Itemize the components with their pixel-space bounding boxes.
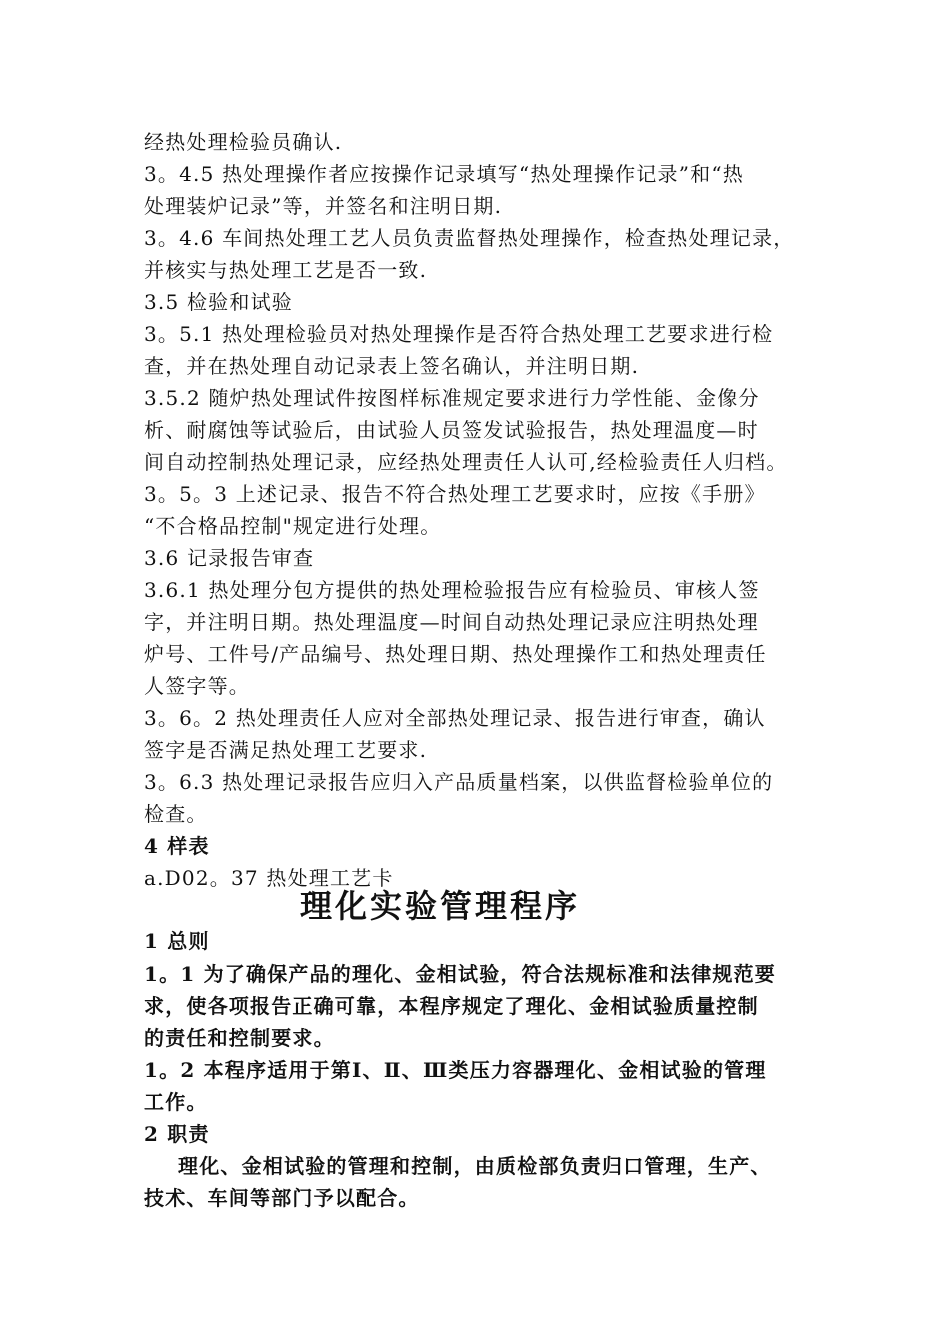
paragraph-line: 3.5.2 随炉热处理试件按图样标准规定要求进行力学性能、金像分 [144, 386, 760, 410]
paragraph-line: 3。6。2 热处理责任人应对全部热处理记录、报告进行审查，确认 [144, 706, 766, 730]
paragraph-line: 3.6.1 热处理分包方提供的热处理检验报告应有检验员、审核人签 [144, 578, 760, 602]
paragraph-line: 字，并注明日期。热处理温度—时间自动热处理记录应注明热处理 [144, 610, 759, 634]
paragraph-line: 经热处理检验员确认. [144, 130, 343, 154]
paragraph-line: 1。1 为了确保产品的理化、金相试验，符合法规标准和法律规范要 [144, 962, 776, 986]
section-heading-4: 4 样表 [144, 834, 210, 858]
paragraph-line: 间自动控制热处理记录，应经热处理责任人认可,经检验责任人归档。 [144, 450, 788, 474]
sample-form-line: a.D02。37 热处理工艺卡 [144, 866, 394, 890]
document-title: 理化实验管理程序 [299, 887, 580, 925]
paragraph-line: 3。4.5 热处理操作者应按操作记录填写“热处理操作记录”和“热 [144, 162, 744, 186]
paragraph-line: 理化、金相试验的管理和控制，由质检部负责归口管理，生产、 [178, 1154, 772, 1178]
paragraph-line: “不合格品控制"规定进行处理。 [144, 514, 442, 538]
paragraph-line: 的责任和控制要求。 [144, 1026, 335, 1050]
paragraph-line: 3。5.1 热处理检验员对热处理操作是否符合热处理工艺要求进行检 [144, 322, 774, 346]
section-heading-3-5: 3.5 检验和试验 [144, 290, 293, 314]
paragraph-line: 工作。 [144, 1090, 208, 1114]
paragraph-line: 并核实与热处理工艺是否一致. [144, 258, 428, 282]
paragraph-line: 人签字等。 [144, 674, 250, 698]
paragraph-line: 析、耐腐蚀等试验后，由试验人员签发试验报告，热处理温度—时 [144, 418, 759, 442]
section-heading-2: 2 职责 [144, 1122, 210, 1146]
section-heading-1: 1 总则 [144, 929, 210, 953]
paragraph-line: 技术、车间等部门予以配合。 [144, 1186, 420, 1210]
paragraph-line: 处理装炉记录”等，并签名和注明日期. [144, 194, 503, 218]
paragraph-line: 检查。 [144, 802, 208, 826]
paragraph-line: 炉号、工件号/产品编号、热处理日期、热处理操作工和热处理责任 [144, 642, 767, 666]
paragraph-line: 查，并在热处理自动记录表上签名确认，并注明日期. [144, 354, 640, 378]
paragraph-line: 3。6.3 热处理记录报告应归入产品质量档案，以供监督检验单位的 [144, 770, 774, 794]
paragraph-line: 3。5。3 上述记录、报告不符合热处理工艺要求时，应按《手册》 [144, 482, 766, 506]
section-heading-3-6: 3.6 记录报告审查 [144, 546, 315, 570]
paragraph-line: 求，使各项报告正确可靠，本程序规定了理化、金相试验质量控制 [144, 994, 759, 1018]
paragraph-line: 3。4.6 车间热处理工艺人员负责监督热处理操作，检查热处理记录， [144, 226, 795, 250]
paragraph-line: 签字是否满足热处理工艺要求. [144, 738, 428, 762]
paragraph-line: 1。2 本程序适用于第Ⅰ、Ⅱ、Ⅲ类压力容器理化、金相试验的管理 [144, 1058, 767, 1082]
